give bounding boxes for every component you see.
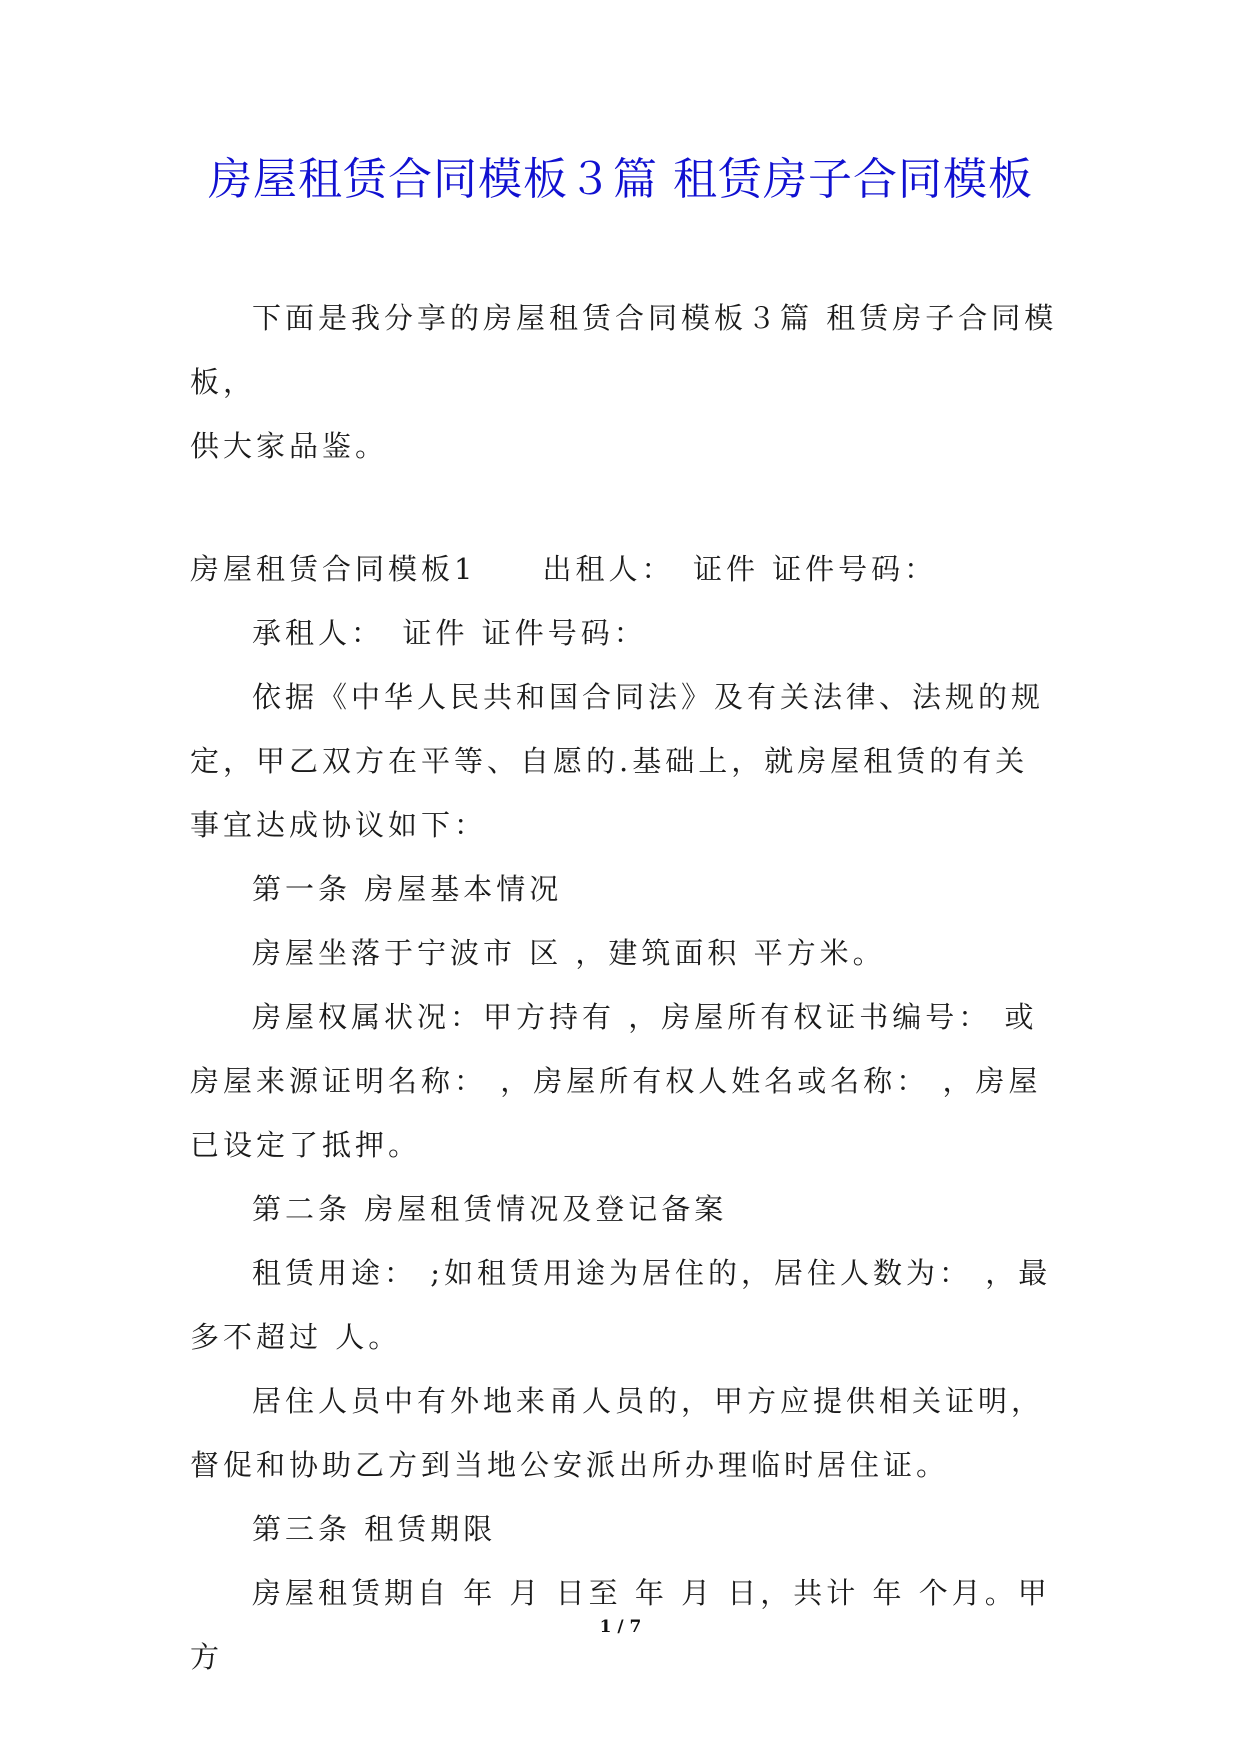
spacer [190, 478, 1058, 537]
article-3-term: 房屋租赁期自 年 月 日至 年 月 日，共计 年 个月。甲方 [190, 1576, 1051, 1674]
document-title: 房屋租赁合同模板３篇 租赁房子合同模板 [208, 154, 1033, 205]
article-2-residents: 居住人员中有外地来甬人员的，甲方应提供相关证明，督促和协助乙方到当地公安派出所办理临时居住证。 [190, 1384, 1045, 1482]
article-2-title: 第二条 房屋租赁情况及登记备案 [252, 1192, 728, 1226]
article-1-title: 第一条 房屋基本情况 [252, 872, 563, 906]
document-body [190, 286, 1058, 1689]
lessee-line: 承租人： 证件 证件号码： [252, 616, 647, 650]
article-1-location: 房屋坐落于宁波市 区 ，建筑面积 平方米。 [252, 936, 886, 970]
basis-paragraph: 依据《中华人民共和国合同法》及有关法律、法规的规定，甲乙双方在平等、自愿的.基础上，就房屋租赁的有关事宜达成协议如下： [190, 680, 1045, 842]
intro-line-2: 供大家品鉴。 [190, 429, 389, 463]
article-3-title: 第三条 租赁期限 [252, 1512, 497, 1546]
page-indicator: 1 / 7 [599, 1617, 642, 1637]
intro-line-1: 下面是我分享的房屋租赁合同模板３篇 租赁房子合同模板， [190, 301, 1058, 399]
contract-heading-line: 房屋租赁合同模板1 出租人： 证件 证件号码： [190, 552, 938, 586]
article-2-purpose: 租赁用途： ;如租赁用途为居住的，居住人数为： ，最多不超过 人。 [190, 1256, 1052, 1354]
article-1-ownership: 房屋权属状况：甲方持有 ，房屋所有权证书编号： 或房屋来源证明名称： ，房屋所有权人姓名或名称： ，房屋 已设定了抵押。 [190, 1000, 1042, 1162]
